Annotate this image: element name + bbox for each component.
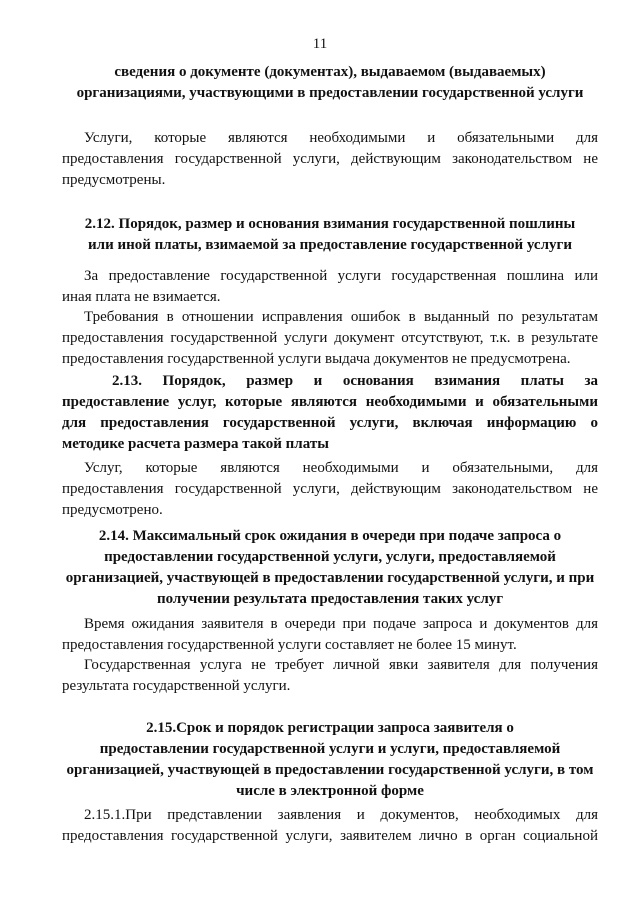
text-line: Время ожидания заявителя в очереди при подаче запроса и документов для [84,616,598,632]
text-line: Требования в отношении исправления ошибок в выданный по результатам [84,309,598,325]
text-line: Государственная услуга не требует личной явки заявителя для получения [84,657,598,673]
paragraph-2-12-fee [62,266,598,308]
heading-line: организацией, участвующей в предоставлении государственной услуги, и при [65,570,595,586]
paragraph-2-15-1 [62,805,598,847]
text-line: предоставления государственной услуги, действующим законодательством не [62,151,598,167]
heading-line: для предоставления государственной услуги, включая информацию о [62,415,598,431]
heading-2-13 [62,371,598,455]
heading-2-12 [62,214,598,256]
text-line: 2.15.1.При представлении заявления и документов, необходимых для [84,807,598,823]
paragraph-services-not-required [62,128,598,191]
text-line: иная плата не взимается. [62,289,221,305]
heading-line: предоставление услуг, которые являются необходимыми и обязательными [62,394,598,410]
text-line: За предоставление государственной услуги государственная пошлина или [84,268,598,284]
text-line: предоставления государственной услуги, заявителем лично в орган социальной [62,828,598,844]
text-line: предусмотрены. [62,172,166,188]
heading-line: 2.12. Порядок, размер и основания взимания государственной пошлины [84,216,576,232]
heading-line: числе в электронной форме [236,783,424,799]
text-line: предусмотрено. [62,502,163,518]
heading-line: получении результата предоставления таких услуг [156,591,504,607]
text-line: предоставления государственной услуги составляет не более 15 минут. [62,637,517,653]
paragraph-2-14-wait [62,614,598,656]
heading-line: организациями, участвующими в предоставлении государственной услуги [76,85,584,101]
heading-documents-issued [62,62,598,104]
heading-2-14 [62,526,598,610]
heading-line: сведения о документе (документах), выдаваемом (выдаваемых) [114,64,546,80]
heading-line: методике расчета размера такой платы [62,436,329,452]
text-line: Услуги, которые являются необходимыми и обязательными для [84,130,598,146]
paragraph-2-12-corrections [62,307,598,370]
text-line: результата государственной услуги. [62,678,291,694]
text-line: предоставления государственной услуги, действующим законодательством не [62,481,598,497]
heading-line: организацией, участвующей в предоставлении государственной услуги, в том [66,762,594,778]
text-line: Услуг, которые являются необходимыми и обязательными, для [84,460,598,476]
heading-line: или иной платы, взимаемой за предоставление государственной услуги [88,237,572,253]
heading-line: 2.15.Срок и порядок регистрации запроса заявителя о [146,720,514,736]
text-line: предоставления государственной услуги документ отсутствуют, т.к. в результате [62,330,598,346]
heading-line: 2.14. Максимальный срок ожидания в очереди при подаче запроса о [98,528,562,544]
heading-line: предоставлении государственной услуги, услуги, предоставляемой [104,549,556,565]
paragraph-2-14-appearance [62,655,598,697]
heading-line: предоставлении государственной услуги и услуги, предоставляемой [99,741,561,757]
paragraph-2-13-text [62,458,598,521]
page-number: 11 [312,36,328,52]
heading-2-15 [62,718,598,802]
heading-line: 2.13. Порядок, размер и основания взимания платы за [112,373,598,389]
text-line: предоставления государственной услуги выдача документов не предусмотрена. [62,351,571,367]
